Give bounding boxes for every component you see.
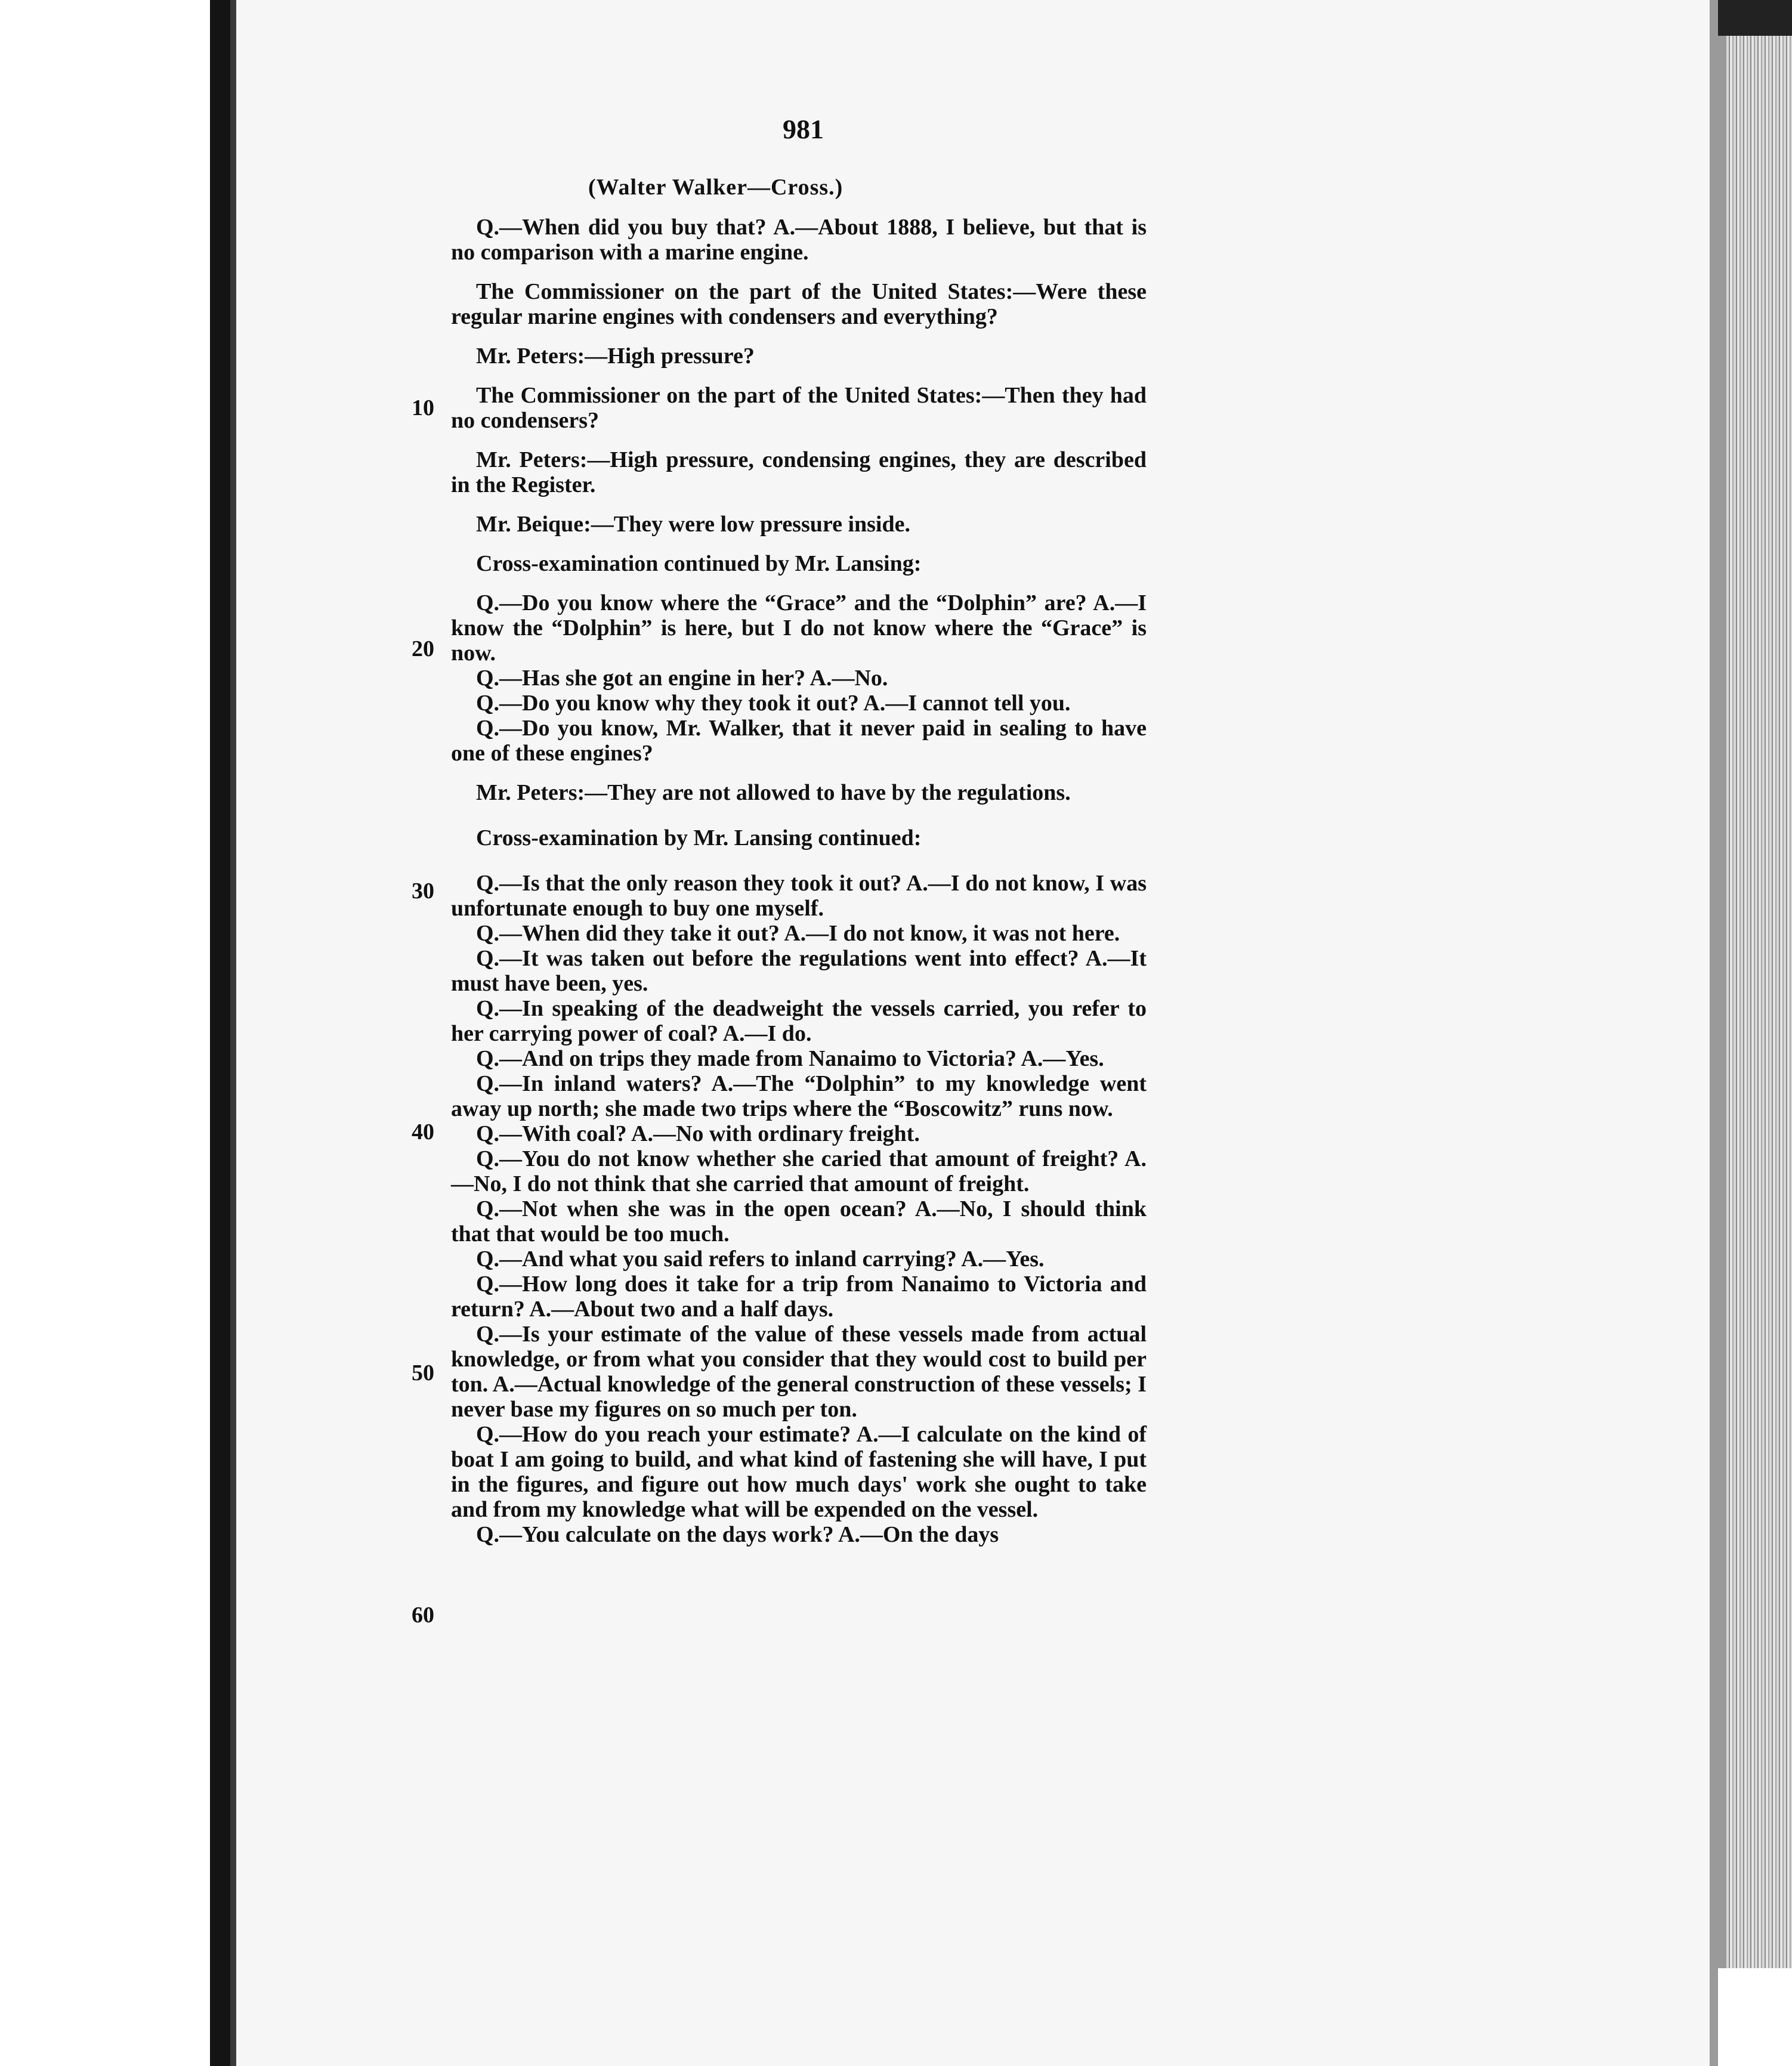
section-heading: Cross-examination continued by Mr. Lansing: xyxy=(476,551,922,576)
paragraph: Q.—Do you know where the “Grace” and the “Dolphin” are? A.—I know the “Dolphin” is here, but I do not know where the “Grace” is now. xyxy=(451,590,1147,666)
line-number: 60 xyxy=(412,1603,434,1628)
paragraph: Mr. Peters:—High pressure, condensing engines, they are described in the Register. xyxy=(451,447,1147,497)
section-heading: Cross-examination by Mr. Lansing continued: xyxy=(476,825,922,850)
paragraph: Mr. Beique:—They were low pressure inside. xyxy=(476,512,910,537)
paragraph: Q.—It was taken out before the regulations went into effect? A.—It must have been, yes. xyxy=(451,946,1147,996)
paragraph: Q.—You do not know whether she caried that amount of freight? A.—No, I do not think that she carried that amount of freight. xyxy=(451,1146,1147,1196)
paragraph: Q.—When did you buy that? A.—About 1888, I believe, but that is no comparison with a marine engine. xyxy=(451,215,1147,265)
paragraph: Q.—How long does it take for a trip from Nanaimo to Victoria and return? A.—About two and a half days. xyxy=(451,1272,1147,1322)
paragraph: Q.—You calculate on the days work? A.—On the days xyxy=(476,1522,999,1547)
line-number: 40 xyxy=(412,1119,434,1145)
body-text xyxy=(451,215,1147,1547)
paragraph: Q.—Is your estimate of the value of these vessels made from actual knowledge, or from what you consider that they would cost to build per ton. A.—Actual knowledge of the general construction of these vessels; I never base my figures on so much per ton. xyxy=(451,1322,1147,1422)
paragraph: Q.—When did they take it out? A.—I do not know, it was not here. xyxy=(476,921,1120,946)
left-blank-margin xyxy=(0,0,210,2066)
paragraph: Q.—And on trips they made from Nanaimo to Victoria? A.—Yes. xyxy=(476,1046,1104,1071)
line-number: 30 xyxy=(412,879,434,904)
line-number: 10 xyxy=(412,395,434,420)
paragraph: Mr. Peters:—High pressure? xyxy=(476,344,755,369)
paragraph: Q.—Not when she was in the open ocean? A.—No, I should think that that would be too much. xyxy=(451,1196,1147,1247)
paragraph: Q.—In inland waters? A.—The “Dolphin” to my knowledge went away up north; she made two trips where the “Boscowitz” runs now. xyxy=(451,1071,1147,1121)
paragraph: The Commissioner on the part of the United States:—Then they had no condensers? xyxy=(451,383,1147,433)
paragraph: Q.—And what you said refers to inland carrying? A.—Yes. xyxy=(476,1247,1045,1272)
paragraph: Q.—Is that the only reason they took it out? A.—I do not know, I was unfortunate enough to buy one myself. xyxy=(451,871,1147,921)
paragraph: Q.—Do you know, Mr. Walker, that it never paid in sealing to have one of these engines? xyxy=(451,716,1147,766)
paragraph: Q.—In speaking of the deadweight the vessels carried, you refer to her carrying power of coal? A.—I do. xyxy=(451,996,1147,1046)
fore-edge-pages xyxy=(1726,0,1792,2066)
line-number: 50 xyxy=(412,1360,434,1385)
page-edge-shadow xyxy=(1710,0,1726,2066)
page-number: 981 xyxy=(783,114,824,144)
paragraph: The Commissioner on the part of the United States:—Were these regular marine engines with condensers and everything? xyxy=(451,279,1147,329)
fore-edge-bottom xyxy=(1718,1968,1792,2066)
fore-edge-top xyxy=(1718,0,1792,36)
book-spine xyxy=(210,0,230,2066)
spine-edge xyxy=(230,0,236,2066)
line-number: 20 xyxy=(412,636,434,661)
paragraph: Q.—How do you reach your estimate? A.—I calculate on the kind of boat I am going to build, and what kind of fastening she will have, I put in the figures, and figure out how much days' work she ought to take and from my knowledge what will be expended on the vessel. xyxy=(451,1422,1147,1522)
paragraph: Q.—Do you know why they took it out? A.—I cannot tell you. xyxy=(476,691,1071,716)
paragraph: Q.—With coal? A.—No with ordinary freight. xyxy=(476,1121,920,1146)
running-header: (Walter Walker—Cross.) xyxy=(588,175,844,200)
paragraph: Q.—Has she got an engine in her? A.—No. xyxy=(476,666,888,691)
paragraph: Mr. Peters:—They are not allowed to have by the regulations. xyxy=(476,780,1071,805)
